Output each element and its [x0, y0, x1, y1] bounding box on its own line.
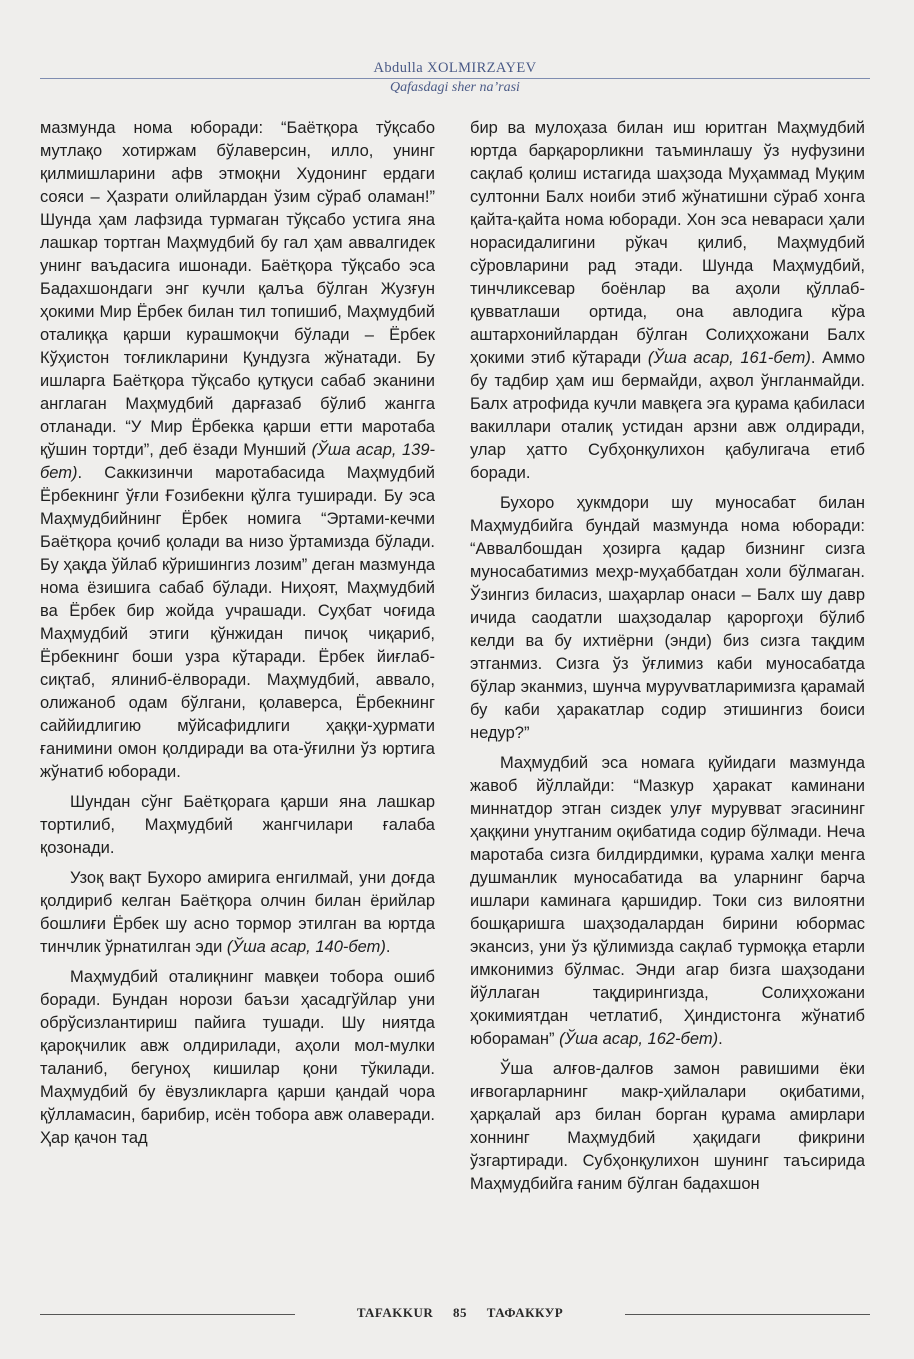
paragraph-text: Бухоро ҳукмдори шу муносабат билан Маҳмудбийга бундай мазмунда нома юборади: “Аввалбошдан ҳозирга қадар бизнинг сизга муносабатимиз меҳр-муҳаббатдан холи бўлмаган. Ўзингиз биласиз, шаҳарлар онаси – Балх шу давр ичида саодатли шаҳзодалар қароргоҳи бўлиб келди ва бу ихтиёрни (энди) биз сизга тақдим этганмиз. Сизга ўз ўғлимиз каби муносабатда бўлар эканмиз, шунча муруvватларимизга қарамай бу каби ҳаракатлар содир этишингиз боиси недур?” [470, 494, 865, 742]
text-column-left [40, 117, 435, 1287]
footer-rule-right [625, 1314, 870, 1315]
paragraph-text: Маҳмудбий оталиқнинг мавқеи тобора ошиб боради. Бундан норози баъзи ҳасадгўйлар уни обрўсизлантириш пайига тушади. Шу ниятда қароқчилик авж олдирилади, аҳоли мол-мулки таланиб, бегуноҳ кишилар қони тўкилади. Маҳмудбий бу ёвузликларга қарши қандай чора қўлламасин, барибир, исён тобора авж олаверади. Ҳар қачон тад [40, 968, 435, 1147]
paragraph-text: . Аммо бу тадбир ҳам иш бермайди, аҳвол ўнгланмайди. Балх атрофида кучли мавқега эга қурама қабиласи вакиллари оталиқ устидан арзни авж олдиради, улар ҳатто Субҳонқулихон қабулигача етиб боради. [470, 349, 865, 482]
source-citation: (Ўша асар, 140-бет) [226, 938, 386, 956]
paragraph-text: бир ва мулоҳаза билан иш юритган Маҳмудбий юртда барқарорликни таъминлашу ўз нуфузини сақлаб қолиш истагида шаҳзода Муҳаммад Муқим султонни Балх ноиби этиб жўнатишни сўраб хонга қайта-қайта нома юборади. Хон эса невараси ҳали норасидалигини рўкач қилиб, Маҳмудбий сўровларини рад этади. Шунда Маҳмудбий, тинчликсевар боёнлар ва аҳоли қўллаб-қувватлаши ортида, она авлодига кўра аштархонийлардан бўлган Солиҳхожани Балх ҳокими этиб кўтаради [470, 119, 865, 367]
paragraph [470, 117, 865, 485]
paragraph-text: мазмунда нома юборади: “Баётқора тўқсабо мутлақо хотиржам бўлаверсин, илло, унинг қилмишларини афв этмоқни Худонинг ердаги сояси – Ҳазрати олийлардан ўзим сўраб оламан!” Шунда ҳам лафзида турмаган тўқсабо устига яна лашкар тортган Маҳмудбий бу гал ҳам аввалгидек унинг ваъдасига ишонади. Баётқора тўқсабо эса Бадахшондаги энг кучли қалъа бўлган Жузғун ҳокими Мир Ёрбек билан тил топишиб, Маҳмудбий оталиққа қарши курашмоқчи бўлади – Ёрбек Кўҳистон тоғликларини Қундузга жўнатади. Бу ишларга Баётқора тўқсабо қутқуси сабаб эканини англаган Маҳмудбий дарғазаб бўлиб жангга отланади. “У Мир Ёрбекка қарши етти маротаба қўшин тортди”, деб ёзади Мунший [40, 119, 435, 459]
paragraph-text: . [385, 938, 391, 956]
paragraph-text: Узоқ вақт Бухоро амирига енгилмай, уни доғда қолдириб келган Баётқора олчин билан ёрийлар бошлиғи Ёрбек шу асно тормор этилган ва юртда тинчлик ўрнатилган эди [40, 869, 435, 956]
article-title: Qafasdagi sher na’rasi [390, 80, 520, 95]
paragraph [40, 966, 435, 1150]
footer-text [305, 1305, 615, 1321]
paragraph [470, 1058, 865, 1196]
journal-name-cyrillic: ТАФАККУР [486, 1305, 564, 1320]
author-name: Abdulla XOLMIRZAYEV [373, 60, 537, 76]
paragraph [40, 117, 435, 784]
paragraph [40, 867, 435, 959]
footer-rule-left [40, 1314, 295, 1315]
page-footer [40, 1300, 870, 1330]
paragraph-text: Шундан сўнг Баётқорага қарши яна лашкар тортилиб, Маҳмудбий жангчилари ғалаба қозонади. [40, 793, 435, 857]
source-citation: (Ўша асар, 139-бет) [40, 441, 435, 482]
header-rule [40, 78, 870, 79]
paragraph-text: . [718, 1030, 723, 1048]
paragraph-text: . Саккизинчи маротабасида Маҳмудбий Ёрбекнинг ўғли Ғозибекни қўлга туширади. Бу эса Маҳмудбийнинг Ёрбек номига “Эртами-кечми Баётқора қочиб қолади ва низо ўртамизда бўлади. Бу ҳақда ўйлаб кўришингиз лозим” деган мазмунда нома ёзишига сабаб бўлади. Ниҳоят, Маҳмудбий ва Ёрбек бир жойда учрашади. Суҳбат чоғида Маҳмудбий этиги қўнжидан пичоқ чиқариб, Ёрбекнинг боши узра кўтаради. Ёрбек йиғлаб-сиқтаб, ялиниб-ёлворади. Маҳмудбий, аввало, олижаноб одам бўлгани, қолаверса, Ёрбекнинг саййидлигию мўйсафидлиги ҳаққи-ҳурмати ғанимини омон қолдиради ва ота-ўғилни ўз юртига жўнатиб юборади. [40, 464, 435, 781]
paragraph-text: Ўша алғов-далғов замон равишими ёки иғвогарларнинг макр-ҳийлалари оқибатими, ҳарқалай арз билан борган қурама амирлари хоннинг Маҳмудбий ҳақидаги фикрини ўзгартиради. Субҳонқулихон шунинг таъсирида Маҳмудбийга ғаним бўлган бадахшон [470, 1060, 865, 1193]
paragraph [470, 752, 865, 1051]
text-column-right [470, 117, 865, 1287]
running-header [40, 60, 870, 96]
source-citation: (Ўша асар, 162-бет) [559, 1030, 719, 1048]
source-citation: (Ўша асар, 161-бет) [647, 349, 811, 367]
journal-name-latin: TAFAKKUR [356, 1305, 434, 1320]
paragraph [470, 492, 865, 745]
paragraph [40, 791, 435, 860]
page-number: 85 [453, 1305, 468, 1320]
paragraph-text: Маҳмудбий эса номага қуйидаги мазмунда жавоб йўллайди: “Мазкур ҳаракат каминани миннатдор этган сиздек улуғ мурувват эгасининг ҳаққини унутганим оқибатида содир бўлмади. Неча маротаба сизга билдирдимки, қурама халқи менга душманлик муносабатида ва уларнинг барча ишлари каминага қаршидир. Токи сиз вилоятни бошқаришга шаҳзодалардан бирини юбормас экансиз, уни ўз қўлимизда сақлаб турмоққа етарли имконимиз бўлмас. Энди агар бизга шаҳзодани йўллаган тақдирингизда, Солиҳхожани ҳокимиятдан четлатиб, Ҳиндистонга жўнатиб юбораман” [470, 754, 865, 1048]
